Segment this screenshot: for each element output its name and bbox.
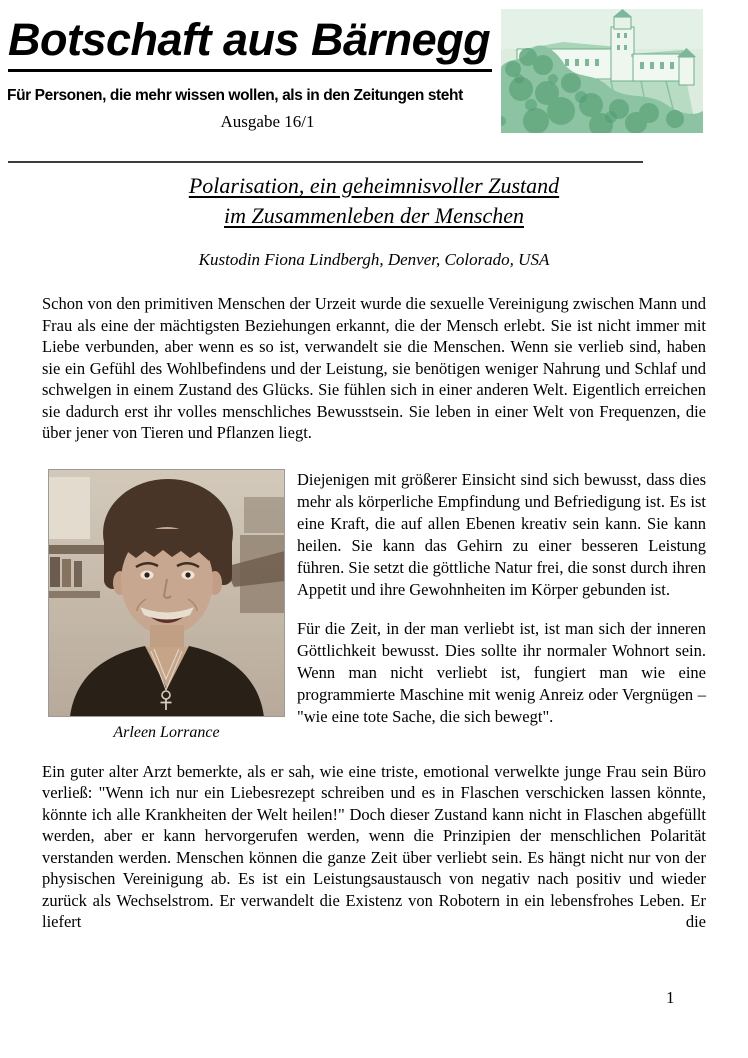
- wrapped-text-column: [297, 469, 706, 742]
- paragraph-doctor: Ein guter alter Arzt bemerkte, als er sah, wie eine triste, emotional verwelkte junge Frau sein Büro verließ: "Wenn ich nur ein Liebesrezept schreiben und es in Flaschen verschicken lassen könnte, könnte ich alle Krankheiten der Welt heilen!" Doch dieser Zustand kann nicht in Flaschen abgefüllt werden, aber er kann hervorgerufen werden, wenn die Prinzipien der menschlichen Polarität verstanden werden. Menschen können die ganze Zeit über verliebt sein. Es hängt nicht nur von der physischen Vereinigung ab. Es ist ein Leistungsaustausch von negativ nach positiv und wieder zurück als Wechselstrom. Er verwandelt die Existenz von Robotern in ein lebensfrohes Leben. Er liefert die: [42, 761, 706, 931]
- page-number: 1: [666, 988, 675, 1007]
- header-divider: [8, 161, 643, 163]
- article: [0, 171, 748, 933]
- paragraph-insight: Diejenigen mit größerer Einsicht sind sich bewusst, dass dies mehr als körperliche Empfindung und Befriedigung ist. Es ist eine Kraft, die auf allen Ebenen kreativ sein kann. Sie kann heilen. Sie kann das Gehirn zu einer besseren Leistung führen. Sie setzt die göttliche Natur frei, die sonst durch ihren Appetit und ihre Gewohnheiten im Körper gebunden ist.: [297, 469, 706, 599]
- article-title-line1: Polarisation, ein geheimnisvoller Zustand: [188, 173, 560, 198]
- castle-etching-image: [501, 9, 703, 133]
- paragraph-verliebt: Für die Zeit, in der man verliebt ist, ist man sich der inneren Göttlichkeit bewusst. Dies sollte ihr normaler Wohnort sein. Wenn man nicht verliebt ist, fungiert man wie eine programmierte Maschine mit wenig Anreiz oder Vergnügen – "wie eine tote Sache, die sich bewegt".: [297, 618, 706, 726]
- article-title-line2: im Zusammenleben der Menschen: [224, 203, 524, 228]
- newsletter-subtitle: Für Personen, die mehr wissen wollen, als in den Zeitungen steht: [7, 87, 463, 104]
- masthead: [0, 0, 748, 148]
- photo-caption: Arleen Lorrance: [113, 723, 220, 741]
- paragraph-intro: Schon von den primitiven Menschen der Urzeit wurde die sexuelle Vereinigung zwischen Mann und Frau als eine der mächtigsten Beziehungen erkannt, die der Mensch erlebt. Sie ist nicht immer mit Liebe verbunden, aber wenn es so ist, verwandelt sie die Menschen. Wenn sie verlieb sind, haben sie ein Gefühl des Wohlbefindens und der Leistung, sie benötigen weniger Nahrung und Schlaf und schwelgen in einem Zustand des Glücks. Sie fühlen sich in einer anderen Welt. Eigentlich erreichen sie dadurch erst ihr volles menschliches Bewusstsein. Sie leben in einer Welt von Frequenzen, die über jener von Tieren und Pflanzen liegt.: [42, 294, 706, 442]
- arleen-lorrance-photo: [48, 469, 285, 717]
- title-underline: [8, 69, 492, 72]
- newsletter-title: Botschaft aus Bärnegg: [8, 14, 491, 65]
- issue-label: Ausgabe 16/1: [220, 112, 315, 131]
- article-byline: Kustodin Fiona Lindbergh, Denver, Colorado, USA: [198, 250, 550, 269]
- portrait-figure: [48, 469, 285, 742]
- photo-and-text-section: [48, 469, 706, 742]
- article-title: [42, 171, 706, 231]
